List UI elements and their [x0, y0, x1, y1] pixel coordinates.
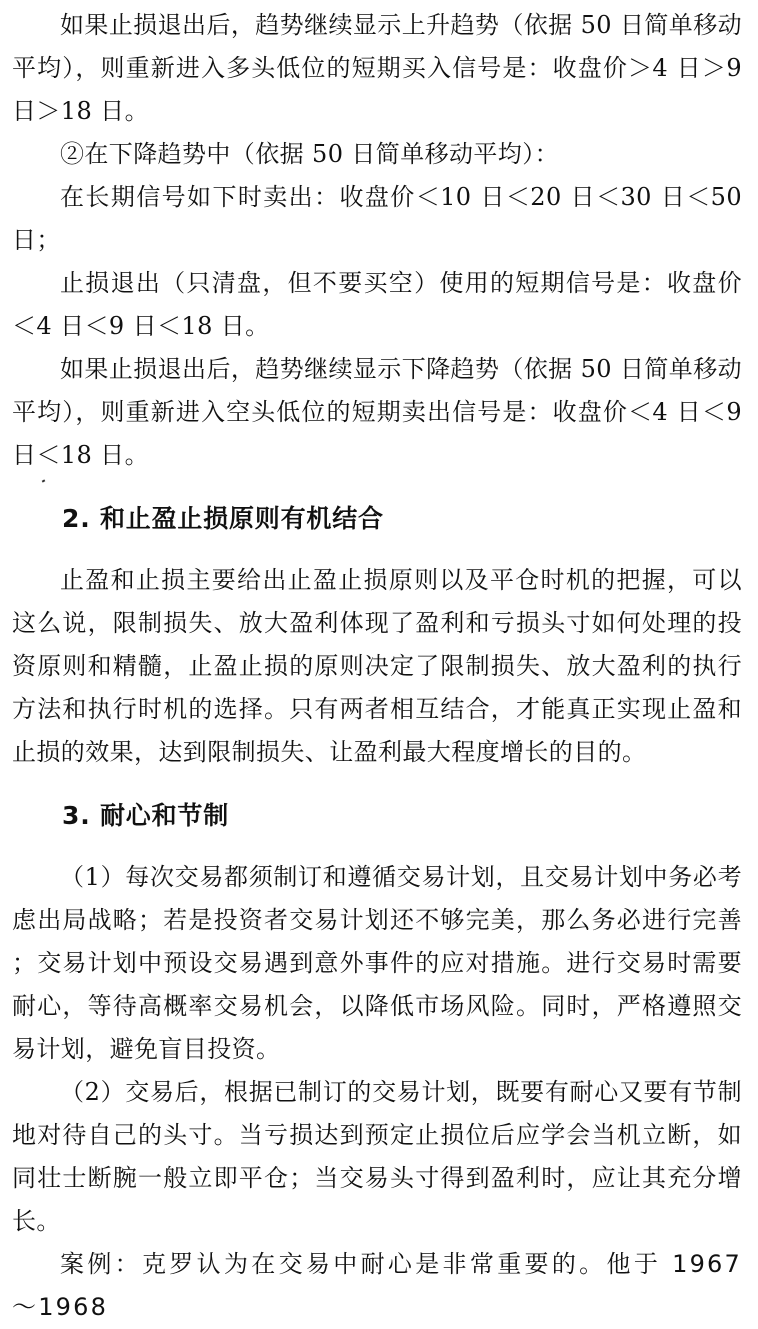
paragraph-long-sell-signal: 在长期信号如下时卖出：收盘价＜10 日＜20 日＜30 日＜50 日；	[12, 183, 742, 254]
paragraph-downtrend-intro: ②在下降趋势中（依据 50 日简单移动平均）：	[60, 140, 559, 168]
paragraph-after-trade: （2）交易后，根据已制订的交易计划，既要有耐心又要有节制地对待自己的头寸。当亏损达到预定止损位后应学会当机立断，如同壮士断腕一般立即平仓；当交易头寸得到盈利时，应让其充分增长。	[12, 1078, 742, 1235]
paragraph-reentry-short: 如果止损退出后，趋势继续显示下降趋势（依据 50 日简单移动平均），则重新进入空头低位的短期卖出信号是：收盘价＜4 日＜9 日＜18 日。	[12, 355, 742, 469]
paragraph-stop-exit-signal: 止损退出（只清盘，但不要买空）使用的短期信号是：收盘价＜4 日＜9 日＜18 日。	[12, 269, 742, 340]
paragraph-case-example: 案例：克罗认为在交易中耐心是非常重要的。他于 1967～1968	[12, 1250, 742, 1321]
paragraph-trading-plan: （1）每次交易都须制订和遵循交易计划，且交易计划中务必考虑出局战略；若是投资者交易计划还不够完美，那么务必进行完善；交易计划中预设交易遇到意外事件的应对措施。进行交易时需要耐心，等待高概率交易机会，以降低市场风险。同时，严格遵照交易计划，避免盲目投资。	[12, 863, 742, 1063]
section-heading-3: 3. 耐心和节制	[62, 801, 229, 830]
paragraph-reentry-long: 如果止损退出后，趋势继续显示上升趋势（依据 50 日简单移动平均），则重新进入多头低位的短期买入信号是：收盘价＞4 日＞9 日＞18 日。	[12, 11, 742, 125]
section-heading-2: 2. 和止盈止损原则有机结合	[62, 504, 384, 533]
paragraph-combine-principles: 止盈和止损主要给出止盈止损原则以及平仓时机的把握，可以这么说，限制损失、放大盈利体现了盈利和亏损头寸如何处理的投资原则和精髓，止盈止损的原则决定了限制损失、放大盈利的执行方法和执行时机的选择。只有两者相互结合，才能真正实现止盈和止损的效果，达到限制损失、让盈利最大程度增长的目的。	[12, 566, 742, 766]
